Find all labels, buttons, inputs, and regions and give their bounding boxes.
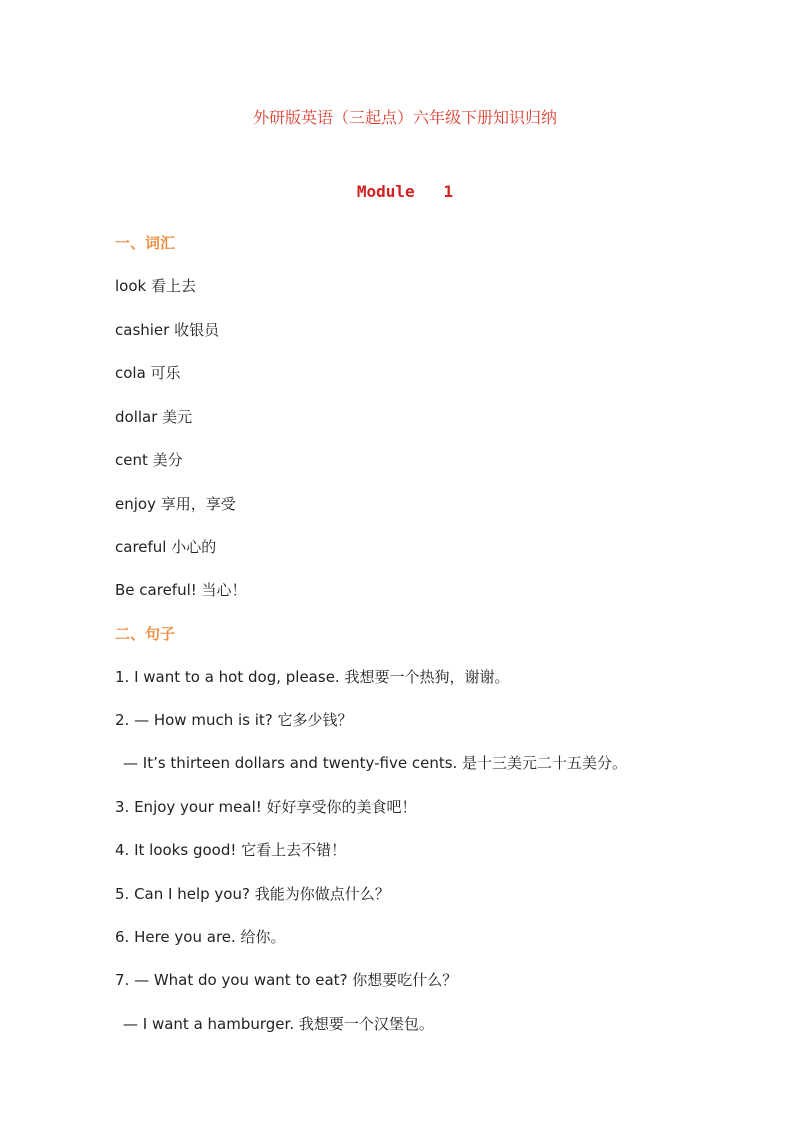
vocabulary-heading: 一、词汇 [115, 234, 176, 252]
module-title: Module 1 [356, 182, 454, 201]
vocab-item: cola 可乐 [115, 364, 181, 382]
sentence-item: — I want a hamburger. 我想要一个汉堡包。 [123, 1015, 434, 1033]
sentence-item: 2. — How much is it? 它多少钱？ [115, 711, 353, 729]
vocab-item: careful 小心的 [115, 538, 217, 556]
sentence-item: 7. — What do you want to eat? 你想要吃什么？ [115, 971, 458, 989]
document-title: 外研版英语（三起点）六年级下册知识归纳 [252, 108, 557, 127]
sentence-item: 4. It looks good! 它看上去不错！ [115, 841, 347, 859]
vocab-item: enjoy 享用，享受 [115, 495, 236, 513]
sentence-item: 6. Here you are. 给你。 [115, 928, 286, 946]
vocab-item: dollar 美元 [115, 408, 193, 426]
vocab-item: cashier 收银员 [115, 321, 220, 339]
sentence-item: 5. Can I help you? 我能为你做点什么？ [115, 885, 390, 903]
vocab-item: cent 美分 [115, 451, 183, 469]
sentence-item: 1. I want to a hot dog, please. 我想要一个热狗，谢谢。 [115, 668, 510, 686]
vocab-item: look 看上去 [115, 277, 196, 295]
vocab-item: Be careful! 当心！ [115, 581, 247, 599]
sentences-heading: 二、句子 [115, 625, 176, 643]
sentence-item: 3. Enjoy your meal! 好好享受你的美食吧！ [115, 798, 417, 816]
sentence-item: — It’s thirteen dollars and twenty-five cents. 是十三美元二十五美分。 [123, 754, 628, 772]
